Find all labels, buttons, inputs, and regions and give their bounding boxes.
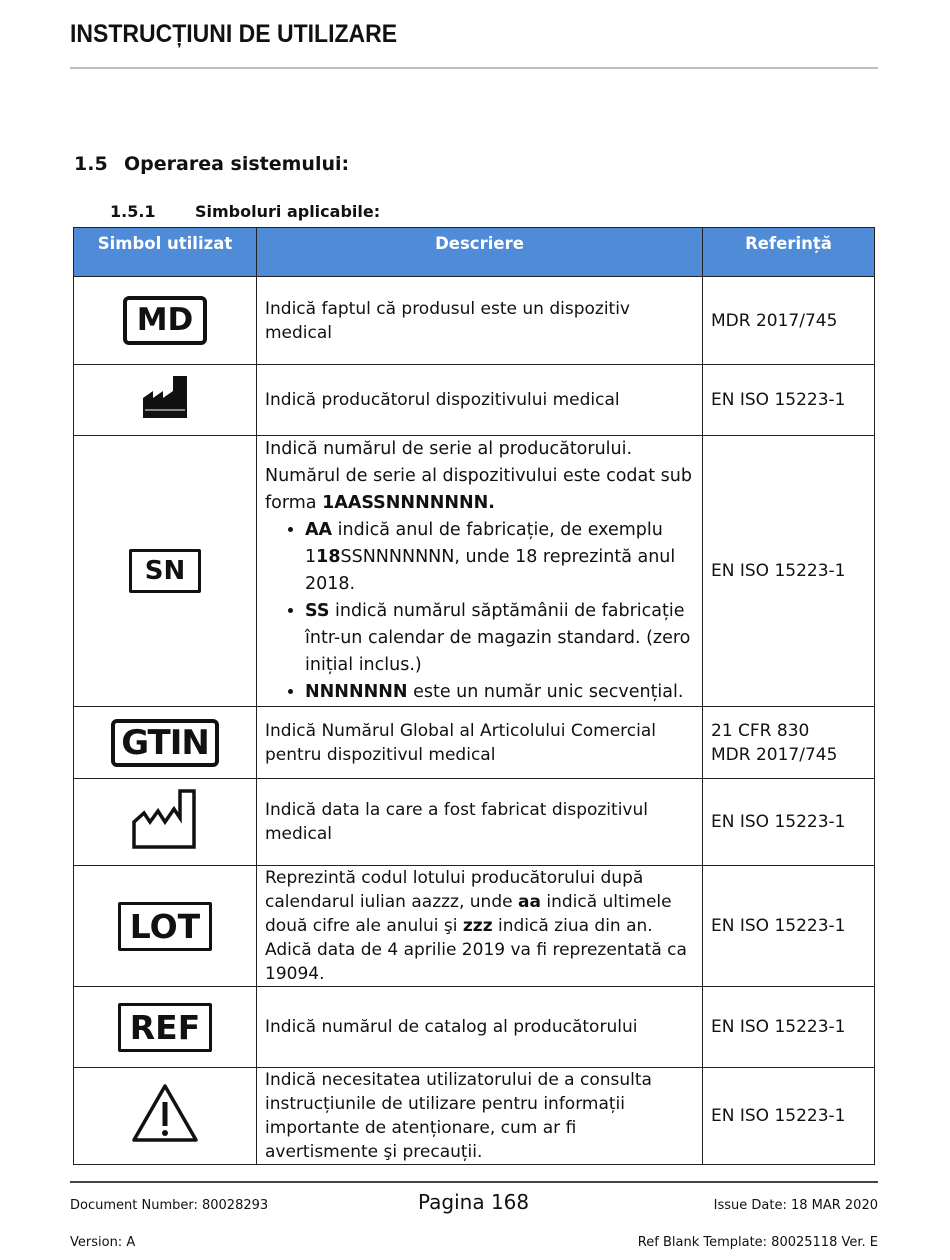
reference-line: MDR 2017/745	[711, 744, 838, 765]
bullet-term: NNNNNNN	[305, 682, 408, 702]
bullet-term: AA	[305, 520, 333, 540]
symbol-cell	[74, 987, 257, 1068]
bullet-term: 18	[316, 547, 341, 567]
document-number: Document Number: 80028293	[70, 1198, 269, 1213]
page-header	[70, 20, 878, 49]
reference-cell	[703, 707, 875, 779]
column-header-reference: Referință	[703, 228, 875, 277]
lot-text: Reprezintă codul lotului producătorului după calendarul iulian aazzz, unde	[265, 868, 644, 912]
column-header-description: Descriere	[257, 228, 703, 277]
sn-bullet-list	[265, 517, 694, 706]
description-cell: Indică data la care a fost fabricat dispozitivul medical	[257, 779, 703, 866]
description-cell: Indică faptul că produsul este un dispozitiv medical	[257, 277, 703, 365]
table-row	[74, 987, 875, 1068]
description-cell: Indică producătorul dispozitivului medical	[257, 365, 703, 436]
bullet-text: este un număr unic secvențial.	[407, 682, 684, 702]
date-of-manufacture-icon	[130, 787, 200, 851]
description-cell: Indică necesitatea utilizatorului de a consulta instrucțiunile de utilizare pentru informații importante de atenționare, cum ar fi avertismente şi precauții.	[257, 1068, 703, 1165]
list-item	[305, 517, 694, 598]
description-cell	[257, 866, 703, 987]
symbol-cell	[74, 707, 257, 779]
lot-term: zzz	[462, 916, 493, 936]
reference-cell: EN ISO 15223-1	[703, 779, 875, 866]
table-row	[74, 1068, 875, 1165]
table-row	[74, 866, 875, 987]
page-number: Pagina 168	[418, 1190, 530, 1214]
list-item	[305, 679, 694, 706]
document-title: INSTRUCȚIUNI DE UTILIZARE	[70, 20, 398, 48]
symbol-cell	[74, 277, 257, 365]
lot-text: indică ziua din an. Adică data de 4 aprilie 2019 va fi reprezentată ca 19094.	[265, 916, 687, 984]
header-divider	[70, 67, 878, 69]
subsection-heading	[110, 202, 380, 221]
description-cell	[257, 436, 703, 707]
lot-text: indică ultimele două cifre ale anului şi	[265, 892, 672, 936]
symbol-cell	[74, 365, 257, 436]
sn-format-code: 1AASSNNNNNNN.	[322, 493, 495, 513]
subsection-title: Simboluri aplicabile:	[195, 202, 381, 221]
description-cell: Indică numărul de catalog al producătorului	[257, 987, 703, 1068]
template-reference: Ref Blank Template: 80025118 Ver. E	[637, 1235, 878, 1250]
symbol-cell	[74, 1068, 257, 1165]
table-row	[74, 277, 875, 365]
bullet-text: indică anul de fabricație, de exemplu 1	[305, 520, 663, 567]
subsection-number: 1.5.1	[110, 202, 156, 221]
reference-cell: MDR 2017/745	[703, 277, 875, 365]
lot-icon: LOT	[118, 902, 212, 951]
sn-intro-text: Indică numărul de serie al producătorului. Numărul de serie al dispozitivului este codat sub forma	[265, 439, 692, 513]
table-row	[74, 365, 875, 436]
reference-cell: EN ISO 15223-1	[703, 1068, 875, 1165]
table-row	[74, 779, 875, 866]
version: Version: A	[70, 1235, 136, 1250]
lot-term: aa	[517, 892, 541, 912]
description-cell: Indică Numărul Global al Articolului Comercial pentru dispozitivul medical	[257, 707, 703, 779]
reference-cell: EN ISO 15223-1	[703, 365, 875, 436]
table-header-row	[74, 228, 875, 277]
symbol-cell	[74, 436, 257, 707]
bullet-text: indică numărul săptămânii de fabricație într-un calendar de magazin standard. (zero inițial inclus.)	[305, 601, 691, 675]
bullet-term: SS	[305, 601, 330, 621]
bullet-text: SSNNNNNNN, unde 18 reprezintă anul 2018.	[305, 547, 676, 594]
reference-cell: EN ISO 15223-1	[703, 866, 875, 987]
footer-divider	[70, 1181, 878, 1183]
reference-cell: EN ISO 15223-1	[703, 987, 875, 1068]
section-number: 1.5	[74, 153, 108, 175]
list-item	[305, 598, 694, 679]
gtin-icon: GTIN	[111, 719, 219, 767]
issue-date: Issue Date: 18 MAR 2020	[713, 1198, 878, 1213]
symbol-cell	[74, 779, 257, 866]
serial-number-icon: SN	[129, 549, 202, 593]
column-header-symbol: Simbol utilizat	[74, 228, 257, 277]
symbol-cell	[74, 866, 257, 987]
symbols-table	[73, 227, 875, 1165]
reference-cell: EN ISO 15223-1	[703, 436, 875, 707]
manufacturer-icon	[141, 374, 189, 420]
caution-icon	[130, 1082, 200, 1144]
catalog-number-icon: REF	[118, 1003, 213, 1052]
table-row	[74, 707, 875, 779]
section-title: Operarea sistemului:	[124, 153, 350, 175]
table-row	[74, 436, 875, 707]
md-icon: MD	[123, 296, 208, 345]
reference-line: 21 CFR 830	[711, 720, 810, 741]
section-heading	[74, 153, 349, 175]
